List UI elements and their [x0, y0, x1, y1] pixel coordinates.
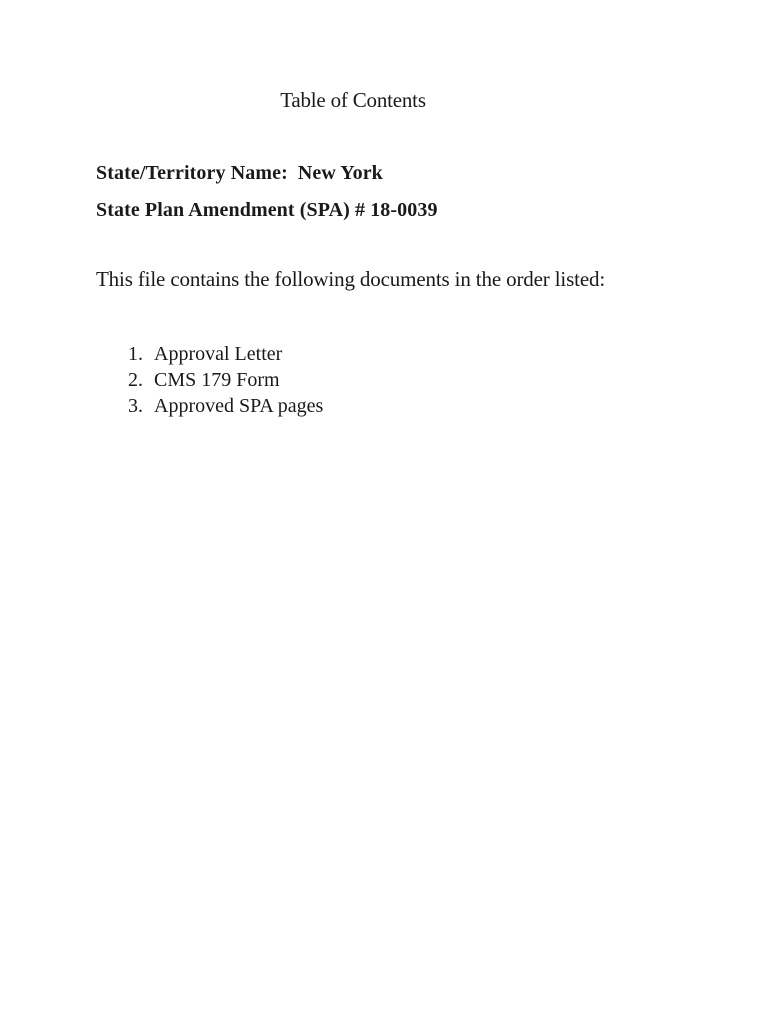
list-item-label: Approved SPA pages [154, 395, 324, 417]
list-item-label: CMS 179 Form [154, 369, 280, 391]
list-item [128, 341, 323, 367]
list-item-number: 3. [128, 395, 143, 417]
spa-number-line [96, 199, 438, 222]
state-territory-value: New York [297, 162, 383, 184]
list-item-number: 1. [128, 343, 143, 365]
spa-label: State Plan Amendment (SPA) # [96, 199, 366, 221]
spa-number-value: 18-0039 [370, 199, 438, 221]
state-territory-line [96, 162, 383, 185]
intro-text: This file contains the following documents in the order listed: [96, 267, 606, 291]
list-item-label: Approval Letter [154, 343, 283, 365]
document-list [128, 341, 323, 419]
list-item [128, 367, 323, 393]
state-territory-label: State/Territory Name: [96, 162, 288, 184]
list-item [128, 393, 323, 419]
page-title: Table of Contents [280, 88, 426, 112]
list-item-number: 2. [128, 369, 143, 391]
